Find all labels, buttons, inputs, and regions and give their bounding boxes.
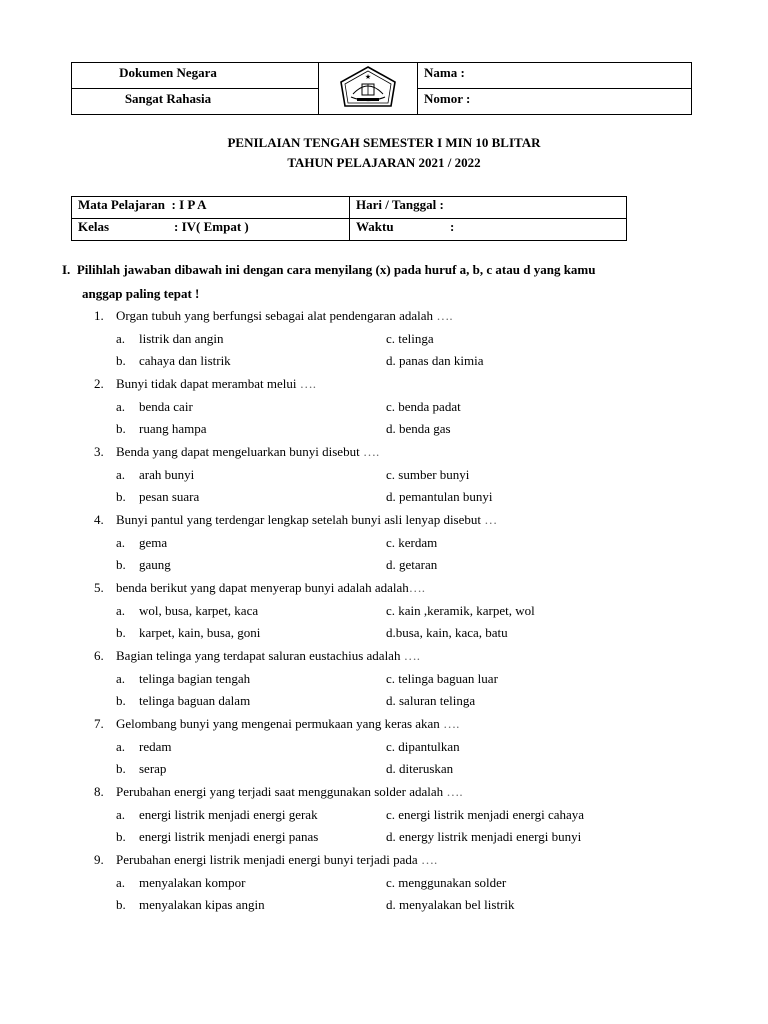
question-number: 3. (94, 444, 104, 459)
option-letter: a. (116, 875, 126, 890)
option-text: d. benda gas (386, 421, 451, 436)
option-letter: b. (116, 761, 126, 776)
instruction-line-2: anggap paling tepat ! (82, 286, 200, 301)
answer-blank: …. (359, 444, 380, 459)
option-text: c. kerdam (386, 535, 438, 550)
option-a[interactable] (116, 467, 194, 483)
class-cell: Kelas : IV( Empat ) (72, 219, 350, 241)
answer-blank: …. (417, 852, 438, 867)
question-number: 8. (94, 784, 104, 799)
question-7 (94, 716, 459, 732)
question-number: 7. (94, 716, 104, 731)
option-text: telinga baguan dalam (139, 693, 251, 708)
option-text: arah bunyi (139, 467, 195, 482)
option-b[interactable] (116, 625, 260, 641)
kemenag-emblem-icon (333, 64, 403, 110)
option-text: listrik dan angin (139, 331, 224, 346)
option-text: cahaya dan listrik (139, 353, 231, 368)
option-a[interactable] (116, 603, 258, 619)
option-text: c. energi listrik menjadi energi cahaya (386, 807, 585, 822)
question-text: Benda yang dapat mengeluarkan bunyi disebut (116, 444, 360, 459)
option-letter: b. (116, 625, 126, 640)
option-text: d.busa, kain, kaca, batu (386, 625, 508, 640)
question-text: Bunyi tidak dapat merambat melui (116, 376, 297, 391)
date-cell: Hari / Tanggal : (350, 197, 627, 219)
option-d[interactable] (386, 693, 475, 709)
option-text: benda cair (139, 399, 193, 414)
question-text: Bunyi pantul yang terdengar lengkap setelah bunyi asli lenyap disebut (116, 512, 481, 527)
option-c[interactable] (386, 739, 460, 755)
option-text: c. dipantulkan (386, 739, 460, 754)
secrecy-cell: Sangat Rahasia (72, 89, 319, 115)
option-b[interactable] (116, 557, 171, 573)
question-text: Gelombang bunyi yang mengenai permukaan yang keras akan (116, 716, 440, 731)
option-d[interactable] (386, 421, 451, 437)
option-a[interactable] (116, 331, 224, 347)
option-a[interactable] (116, 671, 250, 687)
option-letter: b. (116, 557, 126, 572)
option-text: c. telinga baguan luar (386, 671, 498, 686)
option-text: c. telinga (386, 331, 434, 346)
option-letter: a. (116, 671, 126, 686)
option-c[interactable] (386, 467, 469, 483)
option-letter: a. (116, 603, 126, 618)
option-b[interactable] (116, 761, 166, 777)
option-letter: a. (116, 535, 126, 550)
question-text: benda berikut yang dapat menyerap bunyi adalah adalah (116, 580, 409, 595)
question-number: 4. (94, 512, 104, 527)
option-text: serap (139, 761, 167, 776)
option-text: menyalakan kompor (139, 875, 246, 890)
option-c[interactable] (386, 671, 498, 687)
option-letter: b. (116, 421, 126, 436)
option-text: d. energy listrik menjadi energi bunyi (386, 829, 582, 844)
classification-cell: Dokumen Negara (72, 63, 319, 89)
option-a[interactable] (116, 875, 246, 891)
question-text: Bagian telinga yang terdapat saluran eustachius adalah (116, 648, 401, 663)
option-d[interactable] (386, 897, 515, 913)
option-text: redam (139, 739, 172, 754)
option-letter: a. (116, 399, 126, 414)
option-text: d. menyalakan bel listrik (386, 897, 515, 912)
option-letter: b. (116, 897, 126, 912)
option-letter: b. (116, 693, 126, 708)
question-3 (94, 444, 379, 460)
question-text: Organ tubuh yang berfungsi sebagai alat pendengaran adalah (116, 308, 434, 323)
option-text: gema (139, 535, 168, 550)
question-4 (94, 512, 497, 528)
time-cell: Waktu : (350, 219, 627, 241)
option-text: c. sumber bunyi (386, 467, 470, 482)
option-text: telinga bagian tengah (139, 671, 251, 686)
option-a[interactable] (116, 807, 318, 823)
option-letter: b. (116, 829, 126, 844)
option-a[interactable] (116, 535, 167, 551)
option-a[interactable] (116, 399, 193, 415)
option-text: c. kain ,keramik, karpet, wol (386, 603, 535, 618)
subject-cell: Mata Pelajaran : I P A (72, 197, 350, 219)
option-text: c. benda padat (386, 399, 461, 414)
question-1 (94, 308, 453, 324)
nomor-cell: Nomor : (418, 89, 692, 115)
option-text: gaung (139, 557, 171, 572)
svg-text:★: ★ (364, 72, 372, 81)
option-letter: b. (116, 353, 126, 368)
option-c[interactable] (386, 399, 461, 415)
option-text: menyalakan kipas angin (139, 897, 265, 912)
document-header-table (71, 62, 692, 115)
option-text: c. menggunakan solder (386, 875, 507, 890)
option-text: energi listrik menjadi energi panas (139, 829, 319, 844)
question-number: 9. (94, 852, 104, 867)
answer-blank: …. (439, 716, 460, 731)
option-letter: a. (116, 807, 126, 822)
exam-year: TAHUN PELAJARAN 2021 / 2022 (287, 155, 481, 170)
question-text: Perubahan energi yang terjadi saat menggunakan solder adalah (116, 784, 444, 799)
answer-blank: …. (433, 308, 453, 323)
option-b[interactable] (116, 897, 265, 913)
question-number: 1. (94, 308, 104, 323)
option-text: d. pemantulan bunyi (386, 489, 493, 504)
option-a[interactable] (116, 739, 171, 755)
option-d[interactable] (386, 557, 437, 573)
question-9 (94, 852, 437, 868)
option-d[interactable] (386, 761, 453, 777)
logo-cell (319, 63, 418, 115)
option-b[interactable] (116, 693, 250, 709)
question-5 (94, 580, 425, 596)
option-letter: a. (116, 739, 126, 754)
option-c[interactable] (386, 535, 437, 551)
question-2 (94, 376, 316, 392)
option-d[interactable] (386, 489, 493, 505)
option-text: karpet, kain, busa, goni (139, 625, 261, 640)
option-d[interactable] (386, 829, 581, 845)
option-letter: a. (116, 331, 126, 346)
question-number: 5. (94, 580, 104, 595)
answer-blank: … (481, 512, 498, 527)
nama-cell: Nama : (418, 63, 692, 89)
question-8 (94, 784, 463, 800)
option-b[interactable] (116, 353, 231, 369)
option-text: wol, busa, karpet, kaca (139, 603, 259, 618)
option-c[interactable] (386, 603, 535, 619)
option-b[interactable] (116, 829, 318, 845)
section-instruction (62, 262, 595, 278)
option-c[interactable] (386, 807, 584, 823)
answer-blank: …. (443, 784, 463, 799)
option-text: d. diteruskan (386, 761, 454, 776)
instruction-line-1: Pilihlah jawaban dibawah ini dengan cara menyilang (x) pada huruf a, b, c atau d yang kamu (76, 262, 596, 277)
exam-title: PENILAIAN TENGAH SEMESTER I MIN 10 BLITAR (227, 135, 541, 150)
option-text: energi listrik menjadi energi gerak (139, 807, 318, 822)
option-text: pesan suara (139, 489, 200, 504)
answer-blank: …. (400, 648, 420, 663)
answer-blank: …. (296, 376, 317, 391)
option-text: d. saluran telinga (386, 693, 476, 708)
question-6 (94, 648, 420, 664)
option-letter: a. (116, 467, 126, 482)
exam-info-table (71, 196, 627, 241)
option-c[interactable] (386, 331, 434, 347)
option-b[interactable] (116, 489, 199, 505)
option-text: d. getaran (386, 557, 438, 572)
section-number: I. (62, 262, 71, 277)
option-letter: b. (116, 489, 126, 504)
question-number: 6. (94, 648, 104, 663)
option-text: d. panas dan kimia (386, 353, 484, 368)
question-text: Perubahan energi listrik menjadi energi bunyi terjadi pada (116, 852, 418, 867)
option-d[interactable] (386, 625, 508, 641)
option-b[interactable] (116, 421, 207, 437)
answer-blank: …. (408, 580, 425, 595)
option-c[interactable] (386, 875, 506, 891)
question-number: 2. (94, 376, 104, 391)
option-text: ruang hampa (139, 421, 207, 436)
option-d[interactable] (386, 353, 483, 369)
